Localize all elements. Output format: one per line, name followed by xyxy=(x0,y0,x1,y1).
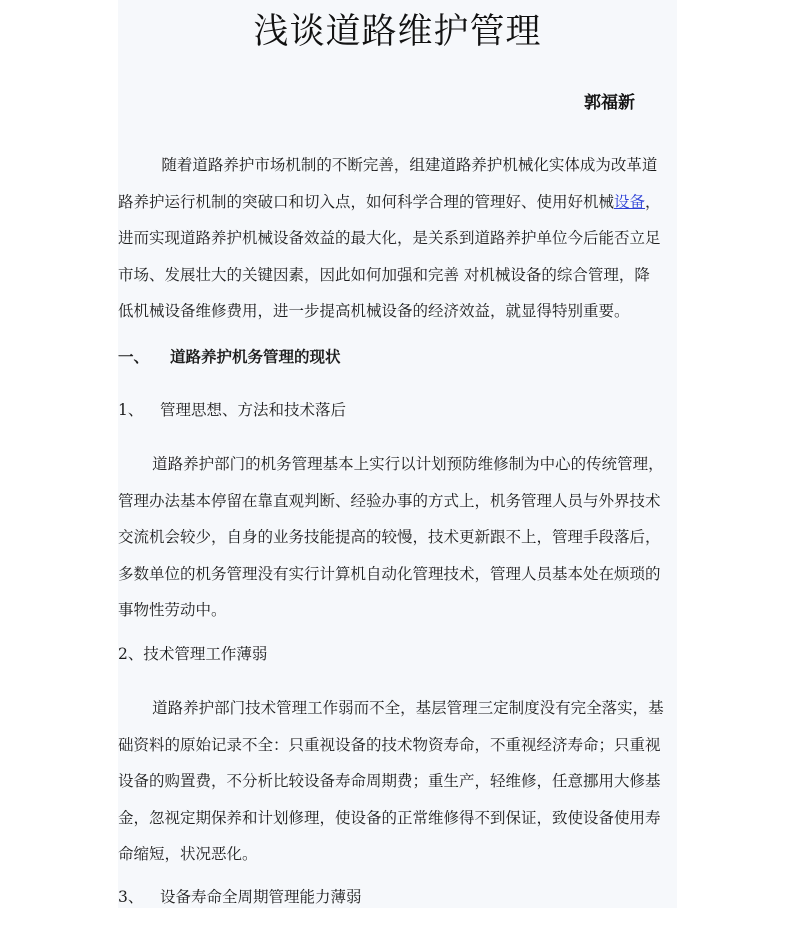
subheading-title: 管理思想、方法和技术落后 xyxy=(160,401,347,419)
document-title: 浅谈道路维护管理 xyxy=(253,12,542,52)
para2-line-1: 道路养护部门技术管理工作弱而不全，基层管理三定制度没有完全落实，基 xyxy=(152,699,664,717)
subheading-1 xyxy=(118,397,346,423)
intro-paragraph xyxy=(118,147,677,330)
section-heading-1 xyxy=(118,344,341,370)
para2-line-3: 设备的购置费，不分析比较设备寿命周期费；重生产，轻维修，任意挪用大修基 xyxy=(118,772,661,790)
intro-line-4: 市场、发展壮大的关键因素，因此如何加强和完善 对机械设备的综合管理，降 xyxy=(118,265,650,284)
para2-line-5: 命缩短，状况恶化。 xyxy=(118,845,258,863)
subheading-2: 2、技术管理工作薄弱 xyxy=(118,645,268,663)
para1-line-4: 多数单位的机务管理没有实行计算机自动化管理技术，管理人员基本处在烦琐的 xyxy=(118,564,661,583)
para1-line-2: 管理办法基本停留在靠直观判断、经验办事的方式上，机务管理人员与外界技术 xyxy=(118,491,661,510)
intro-line-2-text: 路养护运行机制的突破口和切入点，如何科学合理的管理好、使用好机械 xyxy=(118,192,615,211)
intro-line-1: 随着道路养护市场机制的不断完善，组建道路养护机械化实体成为改革道 xyxy=(161,156,658,174)
document-page xyxy=(118,0,677,908)
subheading-title: 设备寿命全周期管理能力薄弱 xyxy=(160,888,362,906)
intro-line-2 xyxy=(118,184,677,221)
section-number: 一、 xyxy=(118,347,150,366)
intro-line-5: 低机械设备维修费用，进一步提高机械设备的经济效益，就显得特别重要。 xyxy=(118,302,630,320)
author-name: 郭福新 xyxy=(584,93,635,113)
para1-line-5: 事物性劳动中。 xyxy=(118,601,227,619)
paragraph-2 xyxy=(118,690,677,873)
subheading-number: 3、 xyxy=(118,888,144,906)
para1-line-1: 道路养护部门的机务管理基本上实行以计划预防维修制为中心的传统管理， xyxy=(152,455,664,473)
section-title: 道路养护机务管理的现状 xyxy=(170,347,341,366)
paragraph-1 xyxy=(118,446,677,629)
intro-line-3: 进而实现道路养护机械设备效益的最大化，是关系到道路养护单位今后能否立足 xyxy=(118,229,661,247)
equipment-link[interactable]: 设备 xyxy=(614,192,646,211)
para2-line-2: 础资料的原始记录不全：只重视设备的技术物资寿命，不重视经济寿命；只重视 xyxy=(118,735,661,754)
subheading-number: 1、 xyxy=(118,401,144,419)
intro-line-2-comma: ， xyxy=(645,192,661,211)
para1-line-3: 交流机会较少，自身的业务技能提高的较慢，技术更新跟不上，管理手段落后， xyxy=(118,528,661,546)
para2-line-4: 金，忽视定期保养和计划修理，使设备的正常维修得不到保证，致使设备使用寿 xyxy=(118,808,661,827)
subheading-3 xyxy=(118,884,362,910)
